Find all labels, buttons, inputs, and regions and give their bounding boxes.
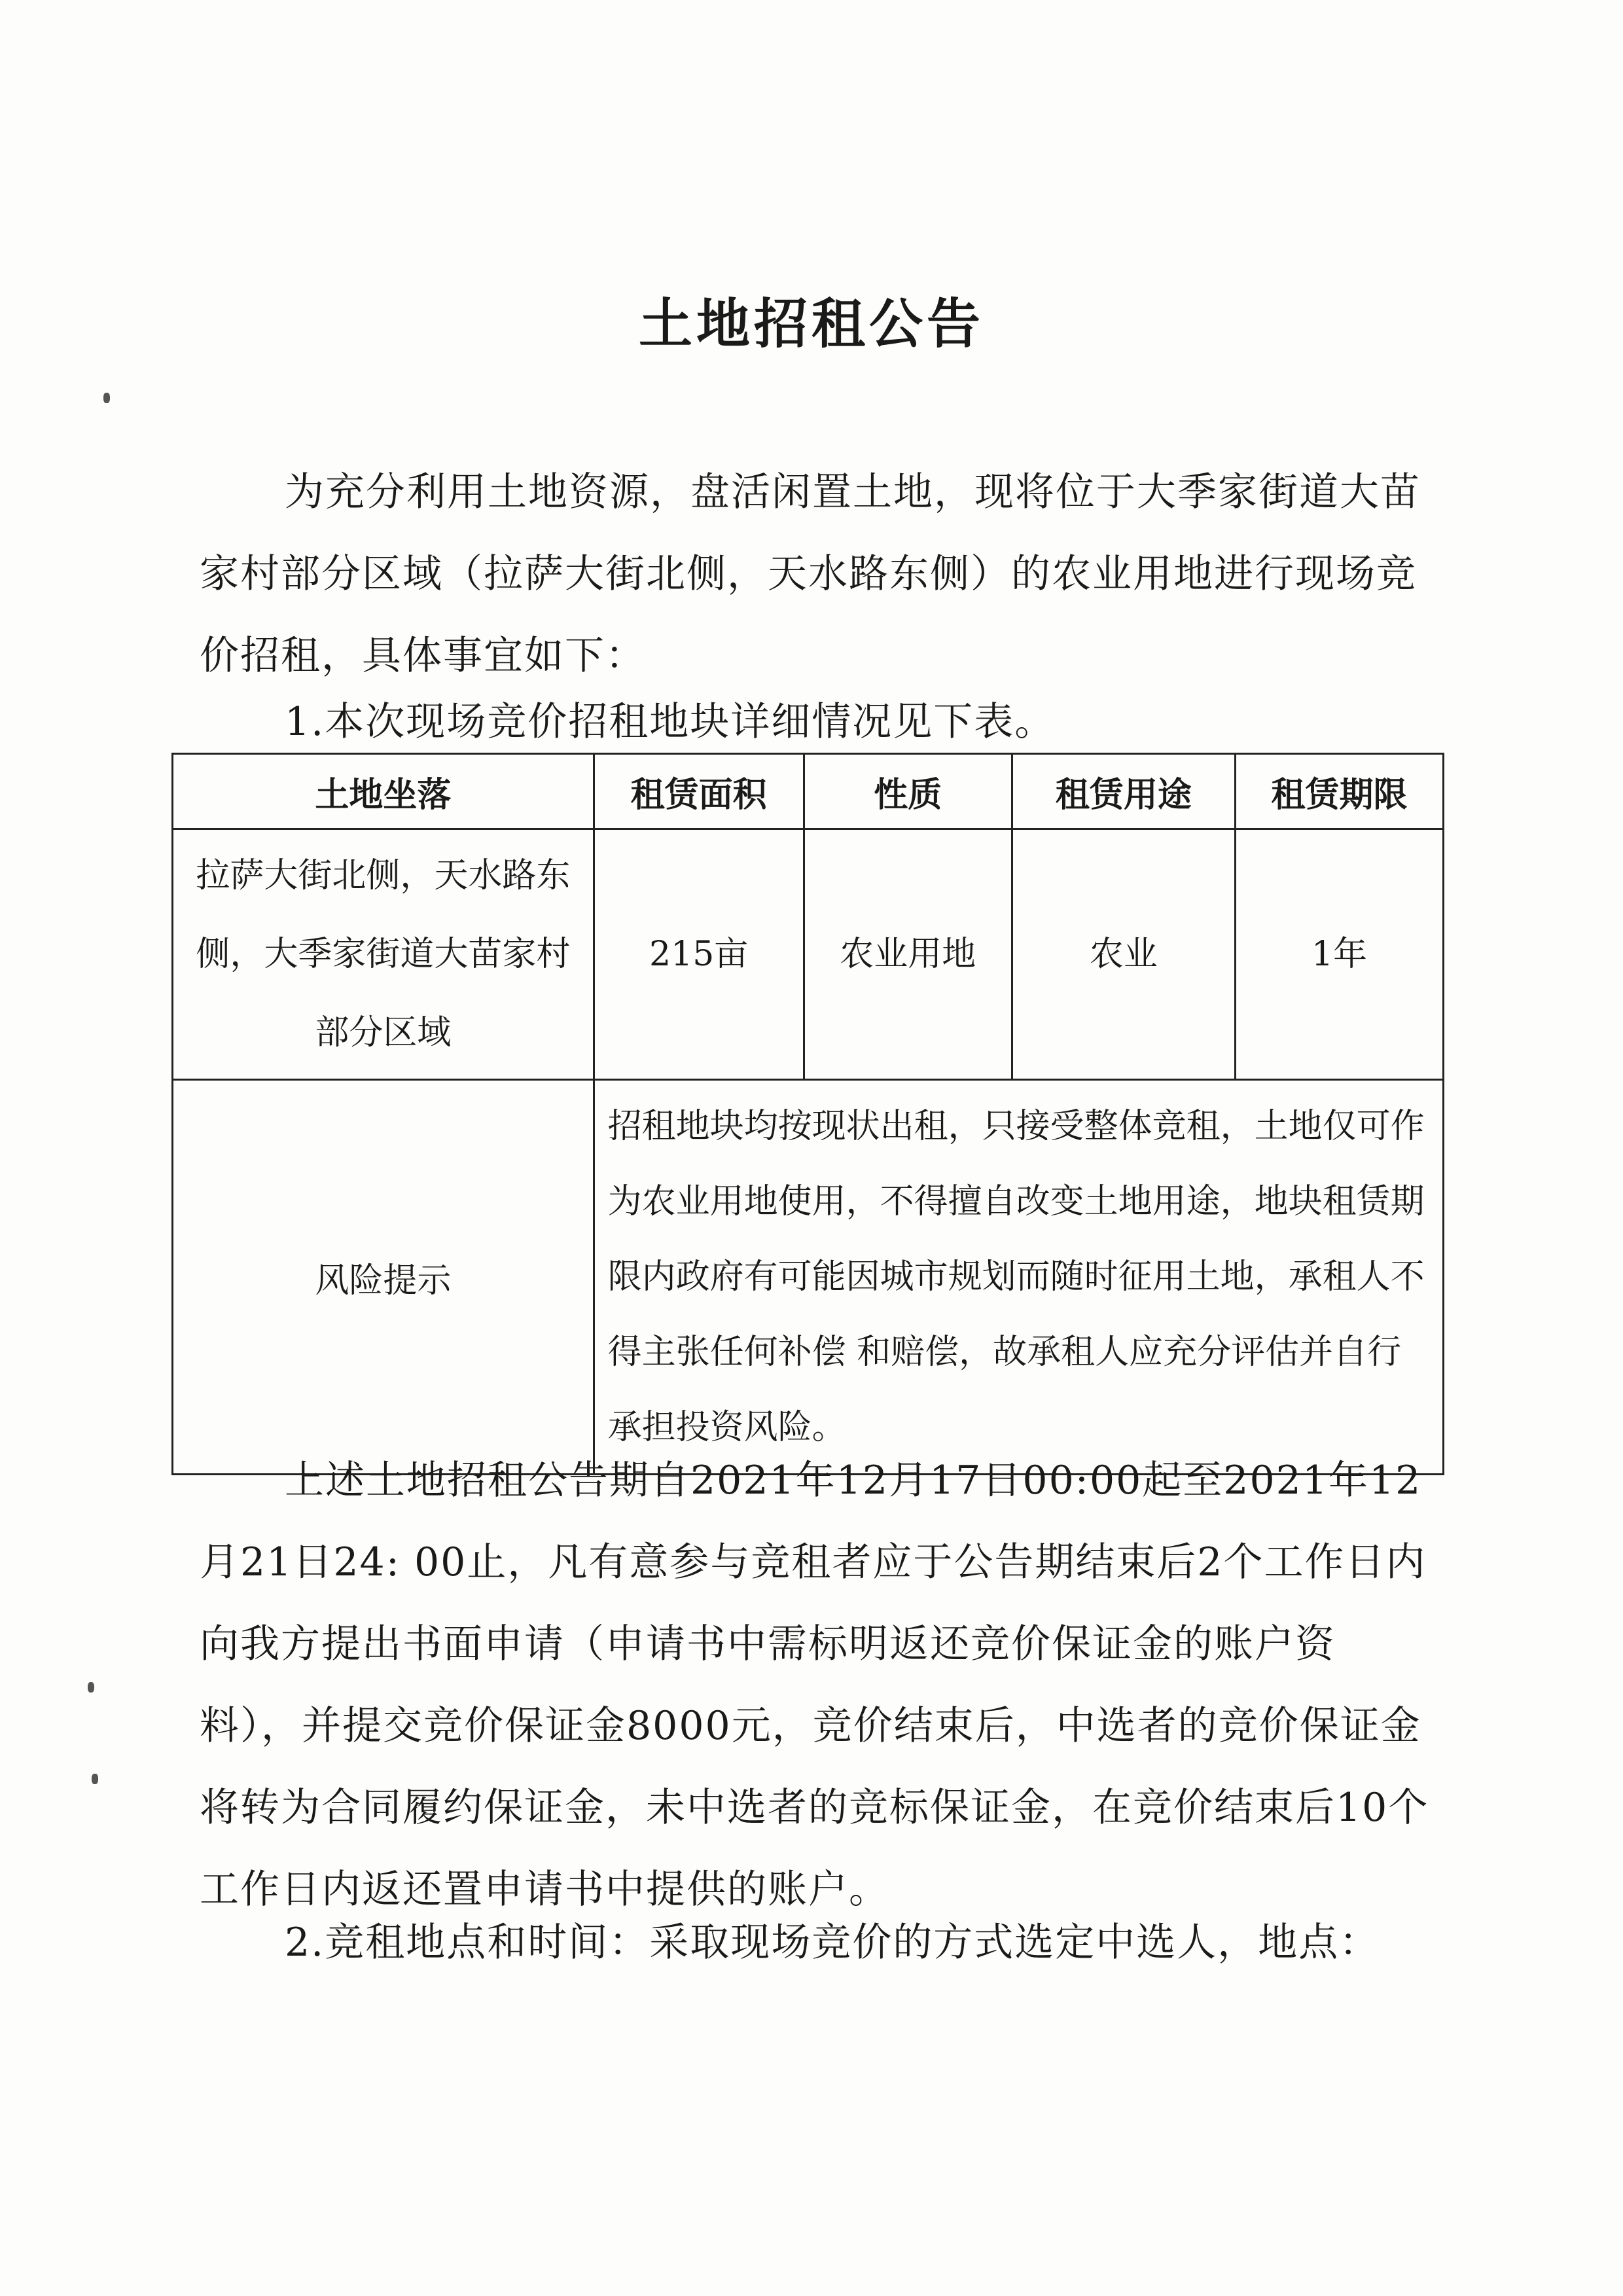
cell-term: 1年	[1236, 829, 1444, 1080]
cell-location: 拉萨大街北侧，天水路东侧，大季家街道大苗家村部分区域	[173, 829, 594, 1080]
cell-risk-label: 风险提示	[173, 1080, 594, 1475]
header-location: 土地坐落	[173, 754, 594, 829]
intro-paragraph: 为充分利用土地资源，盘活闲置土地，现将位于大季家街道大苗家村部分区域（拉萨大街北侧，天水路东侧）的农业用地进行现场竞价招租，具体事宜如下：	[200, 469, 1421, 679]
land-table	[171, 753, 1444, 1475]
cell-use: 农业	[1012, 829, 1235, 1080]
risk-row	[173, 1080, 1444, 1475]
scan-speck	[92, 1774, 98, 1784]
item-1-text: 1.本次现场竞价招租地块详细情况见下表。	[285, 699, 1056, 745]
cell-nature: 农业用地	[804, 829, 1012, 1080]
table-header-row	[173, 754, 1444, 829]
announcement-period-paragraph: 上述土地招租公告期自2021年12月17日00:00起至2021年12月21日24: 00止，凡有意参与竞租者应于公告期结束后2个工作日内向我方提出书面申请（申请书中需标明返还竞价保证金的账户资料），并提交竞价保证金8000元，竞价结束后，中选者的竞价保证金将转为合同履约保证金，未中选者的竞标保证金，在竞价结束后10个工作日内返还置申请书中提供的账户。	[200, 1458, 1429, 1912]
item-2-text: 2.竞租地点和时间：采取现场竞价的方式选定中选人，地点：	[285, 1920, 1380, 1965]
header-term: 租赁期限	[1236, 754, 1444, 829]
cell-risk-text: 招租地块均按现状出租，只接受整体竞租，土地仅可作为农业用地使用，不得擅自改变土地用途，地块租赁期限内政府有可能因城市规划而随时征用土地，承租人不得主张任何补偿 和赔偿，故承租人应充分评估并自行承担投资风险。	[594, 1080, 1443, 1475]
scan-speck	[103, 393, 110, 403]
document-title: 土地招租公告	[638, 293, 984, 355]
header-area: 租赁面积	[594, 754, 804, 829]
table-row	[173, 829, 1444, 1080]
header-nature: 性质	[804, 754, 1012, 829]
header-use: 租赁用途	[1012, 754, 1235, 829]
cell-area: 215亩	[594, 829, 804, 1080]
scan-speck	[88, 1682, 94, 1693]
